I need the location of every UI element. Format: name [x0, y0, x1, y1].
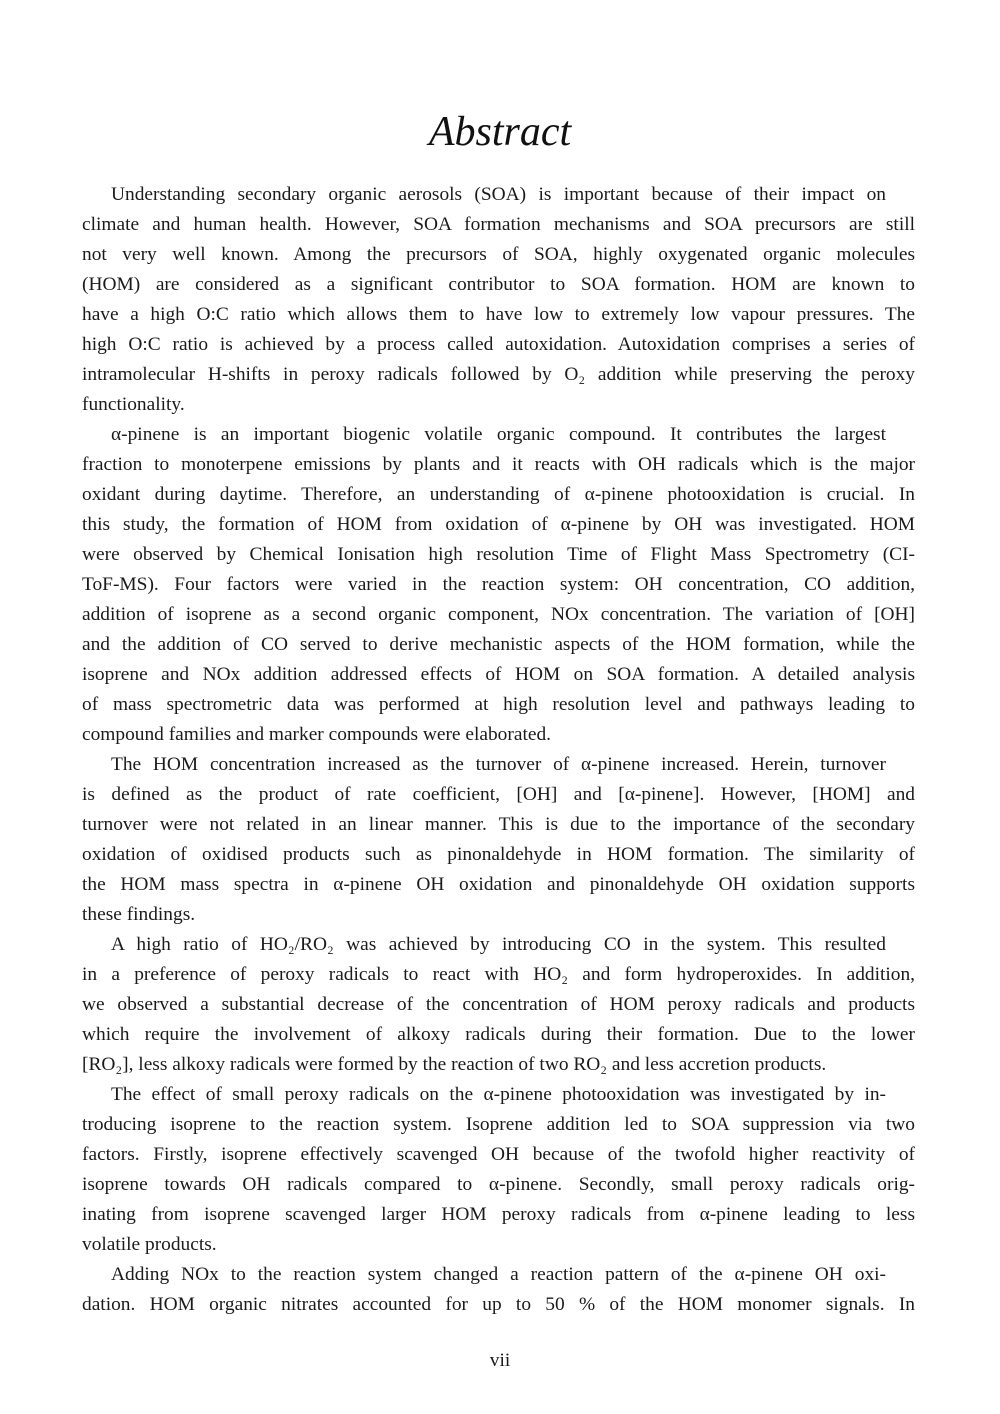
- text-line: The HOM concentration increased as the turnover of α-pinene increased. Herein, turnover: [111, 754, 886, 775]
- text-line: inating from isoprene scavenged larger HOM peroxy radicals from α-pinene leading to less: [82, 1204, 915, 1225]
- text-line: compound families and marker compounds were elaborated.: [82, 724, 551, 745]
- text-line: were observed by Chemical Ionisation high resolution Time of Flight Mass Spectrometry (CI-: [82, 544, 915, 565]
- text-line: A high ratio of HO₂/RO₂ was achieved by introducing CO in the system. This resulted: [111, 934, 886, 955]
- text-line: intramolecular H-shifts in peroxy radicals followed by O₂ addition while preserving the peroxy: [82, 364, 915, 385]
- text-line: have a high O:C ratio which allows them to have low to extremely low vapour pressures. The: [82, 304, 915, 325]
- text-line: and the addition of CO served to derive mechanistic aspects of the HOM formation, while the: [82, 634, 915, 655]
- text-line: oxidant during daytime. Therefore, an understanding of α-pinene photooxidation is crucial. In: [82, 484, 915, 505]
- text-line: volatile products.: [82, 1234, 217, 1255]
- text-line: isoprene and NOx addition addressed effects of HOM on SOA formation. A detailed analysis: [82, 664, 915, 685]
- text-line: (HOM) are considered as a significant contributor to SOA formation. HOM are known to: [82, 274, 915, 295]
- page-title: Abstract: [428, 109, 572, 155]
- text-line: high O:C ratio is achieved by a process called autoxidation. Autoxidation comprises a series of: [82, 334, 915, 355]
- paragraph: [82, 1080, 915, 1260]
- paragraph: [82, 180, 915, 420]
- paragraph: [82, 930, 915, 1080]
- text-line: is defined as the product of rate coefficient, [OH] and [α-pinene]. However, [HOM] and: [82, 784, 915, 805]
- page-number: vii: [489, 1350, 511, 1371]
- text-line: Understanding secondary organic aerosols (SOA) is important because of their impact on: [111, 184, 886, 205]
- text-line: addition of isoprene as a second organic component, NOx concentration. The variation of [OH]: [82, 604, 915, 625]
- text-line: turnover were not related in an linear manner. This is due to the importance of the secondary: [82, 814, 915, 835]
- text-line: not very well known. Among the precursors of SOA, highly oxygenated organic molecules: [82, 244, 915, 265]
- text-line: climate and human health. However, SOA formation mechanisms and SOA precursors are still: [82, 214, 915, 235]
- text-line: functionality.: [82, 394, 185, 415]
- text-line: dation. HOM organic nitrates accounted for up to 50 % of the HOM monomer signals. In: [82, 1294, 915, 1315]
- text-line: which require the involvement of alkoxy radicals during their formation. Due to the lower: [82, 1024, 915, 1045]
- text-line: of mass spectrometric data was performed at high resolution level and pathways leading to: [82, 694, 915, 715]
- paragraph: [82, 1260, 915, 1320]
- text-line: Adding NOx to the reaction system changed a reaction pattern of the α-pinene OH oxi-: [111, 1264, 886, 1285]
- text-line: isoprene towards OH radicals compared to α-pinene. Secondly, small peroxy radicals orig-: [82, 1174, 915, 1195]
- text-line: this study, the formation of HOM from oxidation of α-pinene by OH was investigated. HOM: [82, 514, 915, 535]
- text-line: fraction to monoterpene emissions by plants and it reacts with OH radicals which is the major: [82, 454, 915, 475]
- text-line: factors. Firstly, isoprene effectively scavenged OH because of the twofold higher reactivity of: [82, 1144, 915, 1165]
- paragraph: [82, 420, 915, 750]
- text-line: in a preference of peroxy radicals to react with HO₂ and form hydroperoxides. In addition,: [82, 964, 915, 985]
- text-line: these findings.: [82, 904, 196, 925]
- paragraph: [82, 750, 915, 930]
- text-line: oxidation of oxidised products such as pinonaldehyde in HOM formation. The similarity of: [82, 844, 915, 865]
- text-line: we observed a substantial decrease of the concentration of HOM peroxy radicals and products: [82, 994, 915, 1015]
- text-line: the HOM mass spectra in α-pinene OH oxidation and pinonaldehyde OH oxidation supports: [82, 874, 915, 895]
- text-line: The effect of small peroxy radicals on the α-pinene photooxidation was investigated by in-: [111, 1084, 886, 1105]
- text-line: troducing isoprene to the reaction system. Isoprene addition led to SOA suppression via two: [82, 1114, 915, 1135]
- text-line: [RO₂], less alkoxy radicals were formed by the reaction of two RO₂ and less accretion products.: [82, 1054, 827, 1075]
- abstract-body: [82, 180, 915, 1320]
- text-line: α-pinene is an important biogenic volatile organic compound. It contributes the largest: [111, 424, 886, 445]
- text-line: ToF-MS). Four factors were varied in the reaction system: OH concentration, CO addition,: [82, 574, 915, 595]
